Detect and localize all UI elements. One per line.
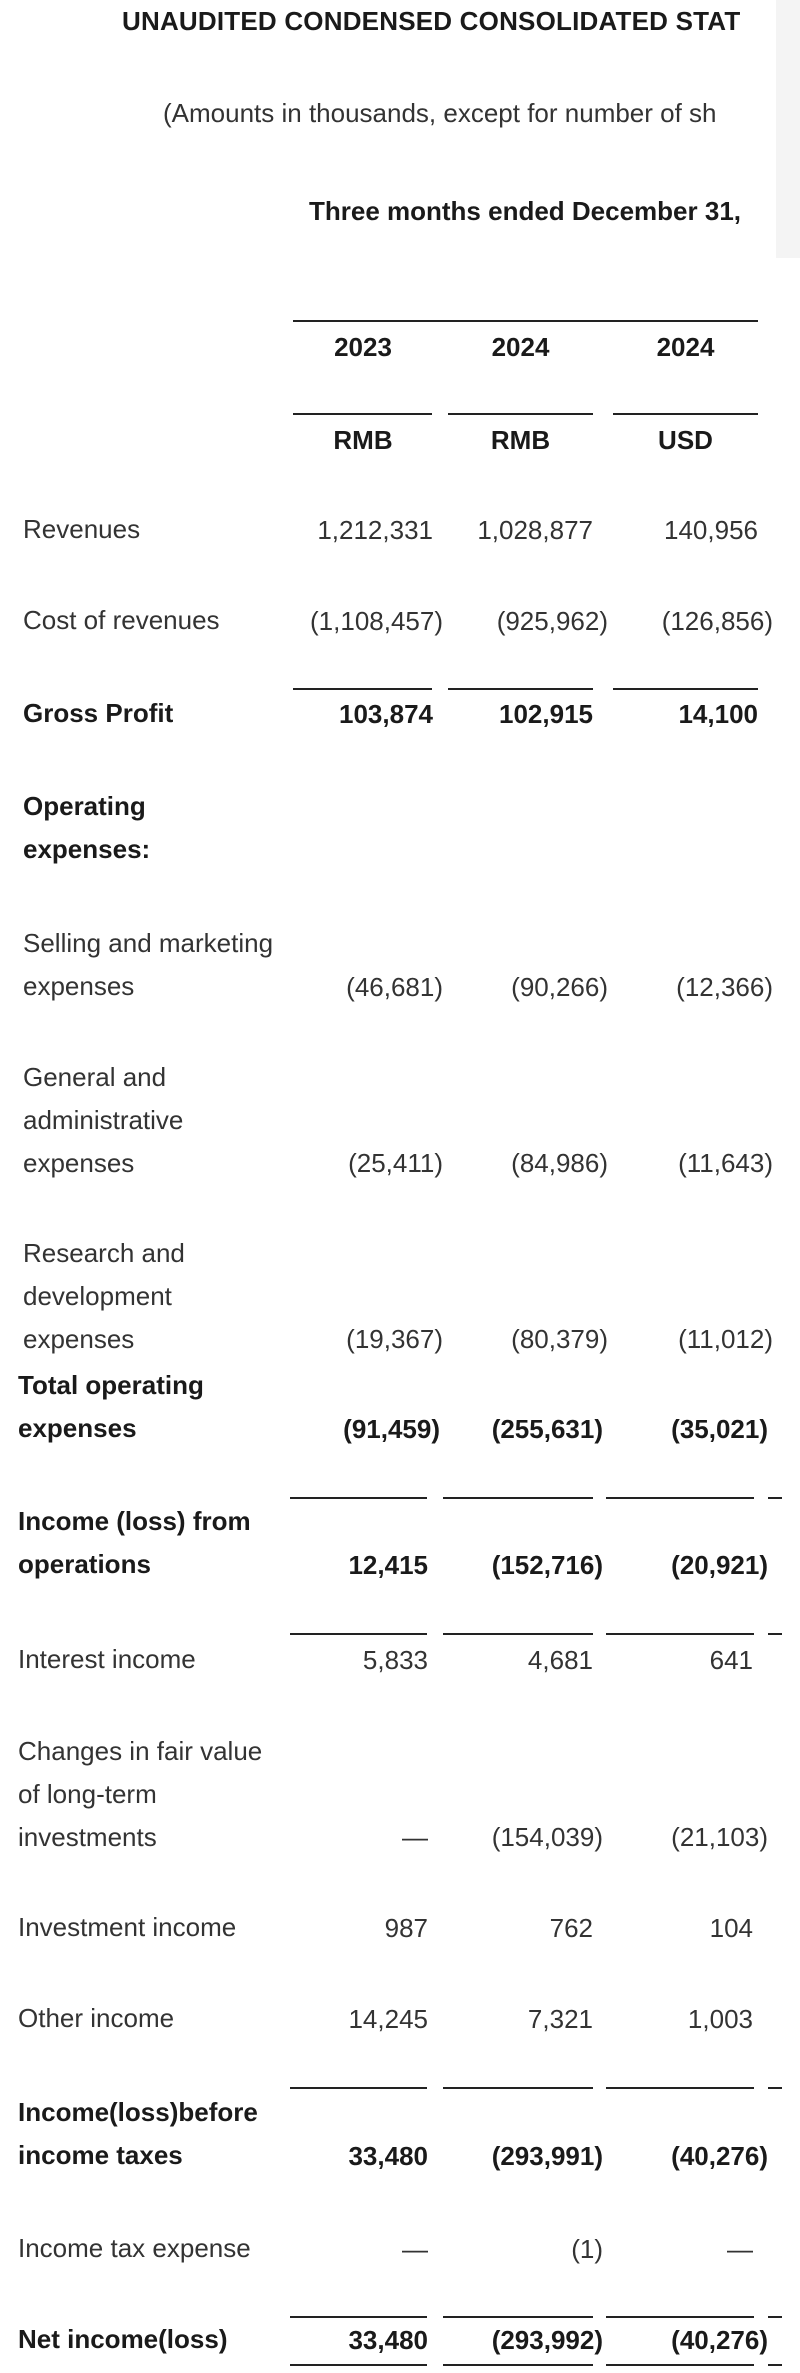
row-label: Income(loss)before income taxes [18, 2097, 258, 2170]
row-value: 641 [709, 1645, 753, 1675]
column-currency-header: RMB [333, 425, 393, 455]
row-value: (126,856) [661, 606, 773, 636]
row-value: 1,028,877 [477, 515, 593, 545]
row-value: (21,103) [671, 1822, 768, 1852]
row-value: 12,415 [348, 1550, 428, 1580]
row-value: 104 [709, 1913, 753, 1943]
row-value: (91,459) [343, 1414, 440, 1444]
row-label: Other income [18, 2003, 175, 2033]
subtotal-rule [768, 1497, 782, 1499]
scroll-shade [776, 0, 800, 258]
column-currency-header: RMB [490, 425, 551, 455]
row-value: (154,039) [491, 1822, 603, 1852]
row-value: (40,276) [671, 2325, 768, 2355]
column-year-header: 2024 [491, 332, 550, 362]
row-value: (293,991) [491, 2141, 603, 2171]
row-value: (925,962) [496, 606, 608, 636]
row-label: Interest income [18, 1644, 196, 1674]
subtotal-rule [290, 1497, 427, 1499]
row-value: (11,643) [678, 1148, 773, 1178]
row-value: (46,681) [346, 972, 443, 1002]
row-value: 103,874 [339, 699, 433, 729]
column-currency-header: USD [658, 425, 713, 455]
row-value: 7,321 [527, 2004, 593, 2034]
row-value: 987 [384, 1913, 428, 1943]
row-label: Income tax expense [18, 2233, 251, 2263]
subtotal-rule [443, 1497, 593, 1499]
subtotal-rule [768, 2316, 782, 2318]
row-value: — [402, 1822, 428, 1852]
subtotal-rule [613, 688, 758, 690]
subtotal-rule [606, 2087, 754, 2089]
row-value: (11,012) [678, 1324, 773, 1354]
subtotal-rule [606, 1633, 754, 1635]
row-label: Research and development expenses [23, 1238, 185, 1354]
row-value: 1,212,331 [317, 515, 433, 545]
subtotal-rule [290, 2316, 427, 2318]
column-rule [448, 413, 593, 415]
row-value: (12,366) [676, 972, 773, 1002]
row-label: Gross Profit [23, 698, 174, 728]
total-rule [606, 2364, 754, 2366]
row-value: (293,992) [491, 2325, 603, 2355]
subtotal-rule [290, 2087, 427, 2089]
row-label: Investment income [18, 1912, 237, 1942]
row-label: Net income(loss) [18, 2324, 228, 2354]
total-rule [443, 2364, 593, 2366]
subtotal-rule [768, 2087, 782, 2089]
row-value: (19,367) [346, 1324, 443, 1354]
row-label: General and administrative expenses [23, 1062, 184, 1178]
subtotal-rule [293, 688, 432, 690]
period-header: Three months ended December 31, [308, 196, 742, 226]
row-value: (20,921) [671, 1550, 768, 1580]
subtotal-rule [443, 1633, 593, 1635]
subtotal-rule [606, 1497, 754, 1499]
column-rule [613, 413, 758, 415]
row-value: 5,833 [362, 1645, 428, 1675]
row-label: Revenues [23, 514, 141, 544]
total-rule [768, 2364, 782, 2366]
row-value: 762 [549, 1913, 593, 1943]
row-label: Cost of revenues [23, 605, 220, 635]
subtotal-rule [290, 1633, 427, 1635]
row-label: Total operating expenses [18, 1370, 204, 1443]
total-rule [290, 2364, 427, 2366]
row-value: — [402, 2234, 428, 2264]
row-value: 14,100 [678, 699, 758, 729]
row-value: 4,681 [527, 1645, 593, 1675]
row-value: 102,915 [499, 699, 593, 729]
column-rule [293, 413, 432, 415]
row-value: (1) [571, 2234, 603, 2264]
row-value: (255,631) [491, 1414, 603, 1444]
row-value: — [727, 2234, 753, 2264]
subtotal-rule [443, 2087, 593, 2089]
row-value: (40,276) [671, 2141, 768, 2171]
subtotal-rule [443, 2316, 593, 2318]
row-value: (90,266) [511, 972, 608, 1002]
row-value: (80,379) [511, 1324, 608, 1354]
row-value: 33,480 [348, 2325, 428, 2355]
row-value: (84,986) [511, 1148, 608, 1178]
subtotal-rule [448, 688, 593, 690]
section-heading: Operating expenses: [23, 791, 151, 864]
row-value: (152,716) [491, 1550, 603, 1580]
row-value: 14,245 [348, 2004, 428, 2034]
subtotal-rule [768, 1633, 782, 1635]
header-top-rule [293, 320, 758, 322]
row-label: Income (loss) from operations [18, 1506, 251, 1579]
row-label: Changes in fair value of long-term investments [18, 1736, 263, 1852]
column-year-header: 2023 [334, 332, 392, 362]
row-value: 1,003 [687, 2004, 753, 2034]
row-value: (1,108,457) [310, 606, 443, 636]
subtotal-rule [606, 2316, 754, 2318]
row-value: 33,480 [348, 2141, 428, 2171]
row-value: 140,956 [664, 515, 758, 545]
row-value: (35,021) [671, 1414, 768, 1444]
statement-title: UNAUDITED CONDENSED CONSOLIDATED STAT [122, 6, 741, 36]
row-value: (25,411) [348, 1148, 443, 1178]
amounts-note: (Amounts in thousands, except for number of sh [163, 98, 717, 128]
row-label: Selling and marketing expenses [23, 928, 274, 1001]
column-year-header: 2024 [656, 332, 715, 362]
